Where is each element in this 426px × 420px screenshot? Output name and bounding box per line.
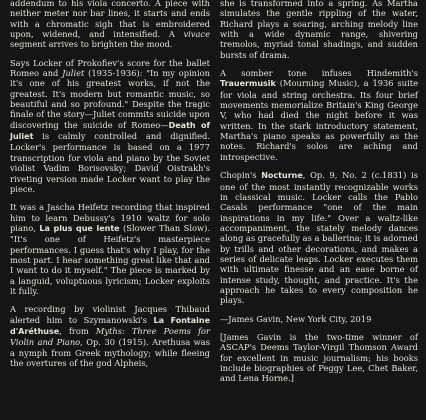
text-run: is calmly controlled and dignified. Locker's performance is based on a 1977 transcription for viola and piano by the Soviet violist Vadim Borisovsky; David Oistrakh's riveting version made Locker want to play the piece. (10, 131, 210, 194)
text-run: (1935-1936): "In my opinion it's one of his greatest works, if not the greatest. It's modern but romantic music, so beautiful and so profound." Despite the tragic finale of the story—Juliet commits suicide upon discovering the suicide of Romeo— (10, 68, 210, 130)
text-run: , Op. 30 (1915). Arethusa was a nymph from Greek mythology; while fleeing the overtures of the god Alpheis, (10, 337, 210, 368)
text-run: , from (59, 325, 96, 336)
right-column (220, 0, 418, 392)
title-bold: Nocturne (261, 171, 303, 181)
text-run: (Slower Than Slow). "It's one of Heifetz's masterpiece performances. I guess that's why I play, for the most part. I hear something great like that and I want to do it myself." The piece is marked by a languid, voluptuous lyricism; Locker exploits it fully. (10, 222, 210, 296)
paragraph (220, 68, 418, 162)
paragraph (220, 170, 418, 305)
title-bold: La Fontaine d'Aréthuse (10, 315, 211, 336)
title-italic: vivace (183, 29, 210, 40)
title-italic: Myths: Three Poems for Violin and Piano (10, 325, 210, 348)
title-bold: La plus que lente (39, 223, 120, 233)
text-run: [James Gavin is the two-time winner of ASCAP's Deems Taylor-Virgil Thomson Award for excellent in music journalism; his books include biographies of Peggy Lee, Chet Baker, and Lena Horne.] (220, 331, 418, 384)
paragraph (10, 58, 210, 194)
paragraph (220, 332, 418, 384)
text-run: A recording by violinist Jacques Thibaud alerted him to Szymanowski's (10, 304, 210, 325)
paragraph (220, 0, 418, 60)
text-run: A somber tone infuses Hindemith's (220, 68, 418, 79)
paragraph (10, 0, 210, 50)
text-run: addendum to his viola concerto. A piece with neither meter nor bar lines, it starts and ends with a chromatic sigh that is embroidered upon, widened, and intensified. A (10, 0, 210, 40)
text-run: (Mourning Music), a 1936 suite for viola and string orchestra. Its four brief movements memorialize Britain's King George V, who had died the night before it was written. In the stark introductory statement, Martha's piano speaks as powerfully as the notes. Richard's solos are aching and introspective. (220, 78, 418, 162)
paragraph (10, 304, 210, 368)
text-run: segment arrives to brighten the mood. (10, 39, 173, 50)
title-bold: Trauermusik (220, 79, 276, 89)
text-run: It was a Jascha Heifetz recording that inspired him to learn Debussy's 1910 waltz for solo piano, (10, 202, 210, 233)
text-run: she is transformed into a spring. As Martha simulates the gentle rippling of the water, Richard plays a soaring, arching melody line with a wide dynamic range, shivering tremolos, myriad tonal shadings, and sudden bursts of drama. (220, 0, 418, 60)
left-column (10, 0, 210, 376)
paragraph (10, 202, 210, 296)
title-italic: Juliet (62, 68, 85, 79)
paragraph (220, 314, 418, 324)
text-run: , Op. 9, No. 2 (c.1831) is one of the most instantly recognizable works in classical music. Locker calls the Pablo Casals performance "one of the main inspirations in my life." Over a waltz-like accompaniment, the stately melody dances along as gracefully as a ballerina; it is adorned by trills and other decorations, and makes a series of delicate leaps. Locker executes them with ultimate finesse and an ease borne of intense study, thought, and practice. It's the approach he takes to every composition he plays. (220, 170, 419, 306)
text-run: Chopin's (220, 170, 262, 181)
title-bold: Death of Juliet (10, 120, 210, 142)
text-run: —James Gavin, New York City, 2019 (220, 313, 372, 324)
text-run: Says Locker of Prokofiev's score for the ballet Romeo and (10, 57, 210, 79)
